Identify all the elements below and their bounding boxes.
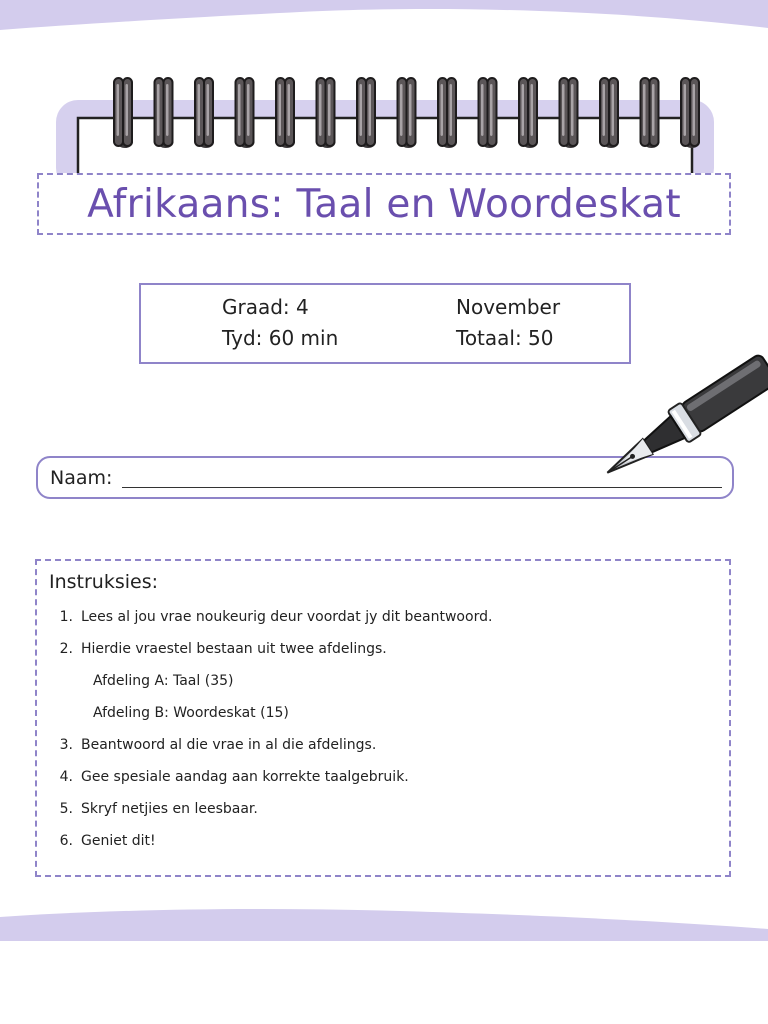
bottom-wave-decoration [0,905,768,950]
spiral-binding-icon [114,78,700,148]
exam-info-box [139,283,631,364]
title-box [37,173,731,235]
instruction-item: 6. Geniet dit! [59,833,156,849]
instruction-subitem: Afdeling B: Woordeskat (15) [93,705,289,721]
instructions-title: Instruksies: [49,571,159,593]
page-title: Afrikaans: Taal en Woordeskat [87,181,681,227]
instruction-item: 2. Hierdie vraestel bestaan uit twee afdelings. [59,641,387,657]
top-wave-decoration [0,0,768,40]
instruction-item: 5. Skryf netjies en leesbaar. [59,801,258,817]
instruction-subitem: Afdeling A: Taal (35) [93,673,234,689]
name-label: Naam: [50,467,113,489]
total-label: Totaal: 50 [456,326,554,350]
spiral-notebook-illustration [56,76,714,186]
instruction-item: 3. Beantwoord al die vrae in al die afdelings. [59,737,377,753]
time-label: Tyd: 60 min [222,326,339,350]
grade-label: Graad: 4 [222,295,309,319]
instructions-box [35,559,731,877]
month-label: November [456,295,561,319]
fountain-pen-icon [585,350,768,495]
instruction-item: 4. Gee spesiale aandag aan korrekte taalgebruik. [59,769,409,785]
instruction-item: 1. Lees al jou vrae noukeurig deur voordat jy dit beantwoord. [59,609,493,625]
